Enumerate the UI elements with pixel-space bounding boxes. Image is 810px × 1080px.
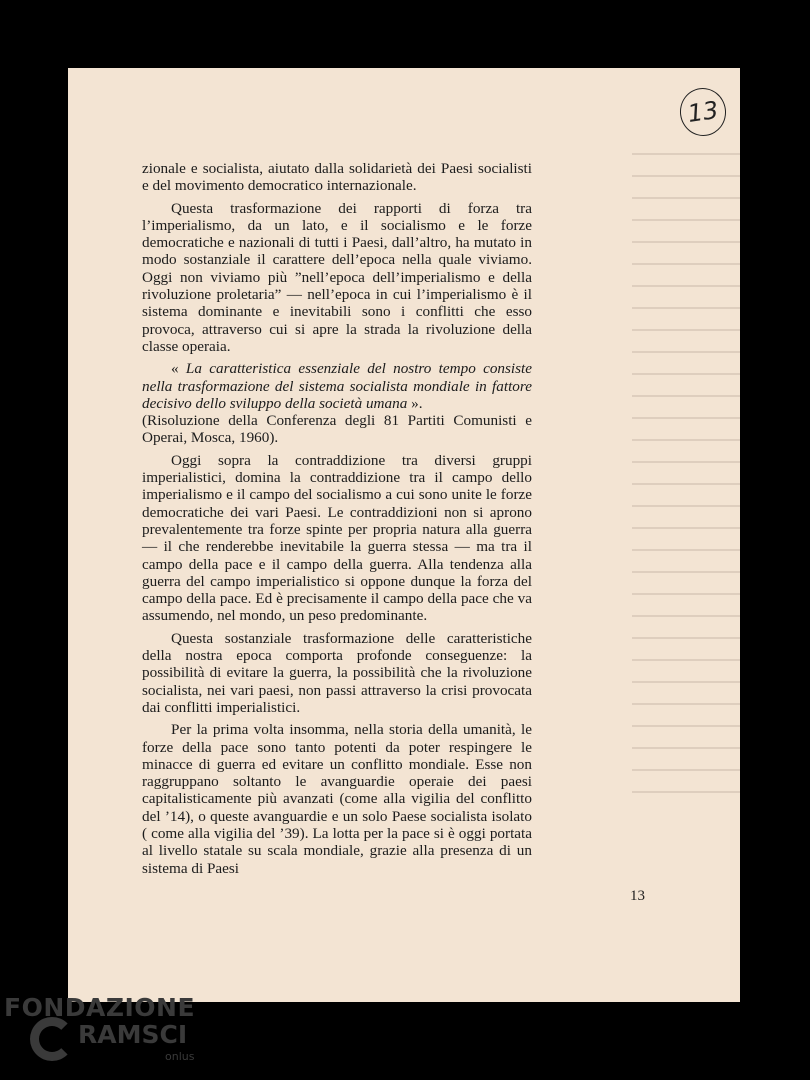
g-logo-icon xyxy=(30,1017,74,1061)
paragraph: zionale e socialista, aiutato dalla solidarietà dei Paesi socialisti e del movimento democratico internazionale. xyxy=(142,160,532,195)
quote-close: ». xyxy=(407,394,423,412)
quote-text: La caratteristica essenziale del nostro tempo consiste nella trasformazione del sistema socialista mondiale in fattore decisivo dello sviluppo della società umana xyxy=(142,360,533,412)
body-text xyxy=(142,160,532,882)
page-stamp-circle: 13 xyxy=(677,85,729,139)
quote-open: « xyxy=(171,360,186,378)
citation: (Risoluzione della Conferenza degli 81 Partiti Comunisti e Operai, Mosca, 1960). xyxy=(142,412,532,447)
watermark-line1: FONDAZIONE xyxy=(4,993,196,1022)
paragraph: Questa trasformazione dei rapporti di forza tra l’imperialismo, da un lato, e il socialismo e le forze democratiche e nazionali di tutti i Paesi, dall’altro, ha mutato in modo sostanziale il carattere dell’epoca nella quale viviamo. Oggi non viviamo più ”nell’epoca dell’imperialismo e della rivoluzione proletaria” — nell’epoca in cui l’imperialismo è il sistema dominante e inevitabili sono i conflitti che esso provoca, attraverso cui si apre la strada la rivoluzione della classe operaia. xyxy=(142,199,532,355)
paragraph: Oggi sopra la contraddizione tra diversi gruppi imperialistici, domina la contraddizione tra il campo dello imperialismo e il campo del socialismo a cui sono unite le forze democratiche dei vari Paesi. Le contraddizioni non si aprono prevalentemente tra forze spinte per propria natura alla guerra — il che renderebbe inevitabile la guerra stessa — ma tra il campo della pace e il campo della guerra. Alla tendenza alla guerra del campo imperialistico si oppone dunque la forza del campo della pace. Ed è precisamente il campo della pace che va assumendo, nel mondo, un peso predominante. xyxy=(142,451,532,625)
paragraph: Per la prima volta insomma, nella storia della umanità, le forze della pace sono tanto potenti da poter respingere le minacce di guerra ed evitare un conflitto mondiale. Esse non raggruppano soltanto le avanguardie operaie dei paesi capitalisticamente più avanzati (come alla vigilia del conflitto del ’14), o queste avanguardie e un solo Paese socialista isolato ( come alla vigilia del ’39). La lotta per la pace si è oggi portata al livello statale su scala mondiale, grazie alla presenza di un sistema di Paesi xyxy=(142,721,532,877)
watermark-line2: RAMSCI xyxy=(78,1020,188,1049)
watermark-logo xyxy=(0,993,210,1073)
page-number: 13 xyxy=(630,888,645,904)
bleed-through-shadow xyxy=(632,153,740,793)
watermark-suffix: onlus xyxy=(165,1050,195,1063)
paragraph: Questa sostanziale trasformazione delle caratteristiche della nostra epoca comporta profonde conseguenze: la possibilità di evitare la guerra, la possibilità che la rivoluzione socialista, nei vari paesi, non passi attraverso la crisi provocata dai conflitti imperialistici. xyxy=(142,629,532,716)
quotation xyxy=(142,360,532,412)
